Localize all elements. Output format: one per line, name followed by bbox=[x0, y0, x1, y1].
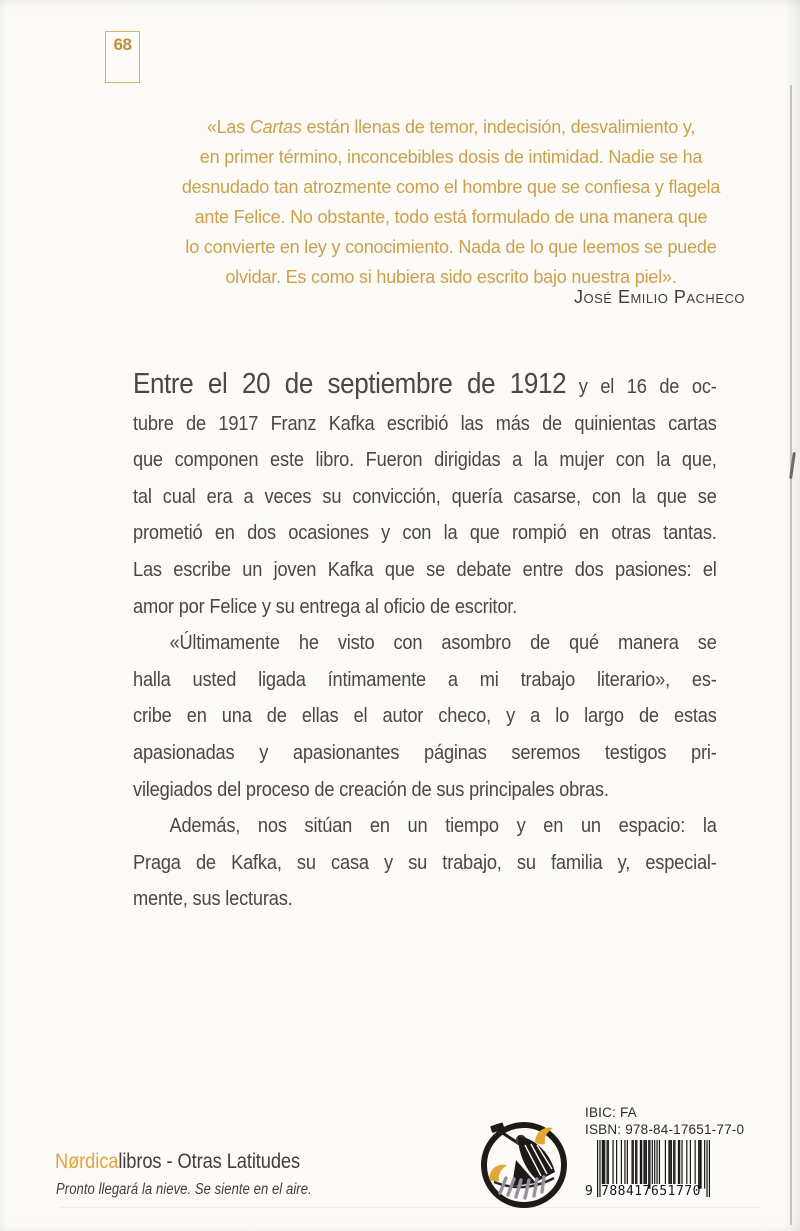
body-line: Praga de Kafka, su casa y su trabajo, su familia y, especial- bbox=[133, 851, 717, 874]
body-line: apasionadas y apasionantes páginas seremos testigos pri- bbox=[133, 741, 717, 764]
publisher-suffix: libros bbox=[118, 1150, 162, 1173]
scan-edge-artifact bbox=[0, 0, 7, 1231]
publisher-name: Nørdica bbox=[55, 1150, 119, 1173]
publisher-emblem-icon bbox=[478, 1118, 570, 1210]
quote-line: en primer término, inconcebibles dosis de intimidad. Nadie se ha bbox=[199, 147, 703, 167]
body-line: Las escribe un joven Kafka que se debate entre dos pasiones: el bbox=[133, 558, 717, 581]
body-line: amor por Felice y su entrega al oficio de escritor. bbox=[133, 595, 518, 618]
body-line: halla usted ligada íntimamente a mi trabajo literario», es- bbox=[133, 668, 717, 691]
body-line: «Últimamente he visto con asombro de qué manera se bbox=[169, 632, 717, 655]
synopsis-text bbox=[133, 366, 773, 918]
body-line: prometió en dos ocasiones y con la que rompió en otras tantas. bbox=[133, 522, 717, 545]
body-line: Entre el 20 de septiembre de 1912 y el 16 de oc- bbox=[133, 368, 717, 400]
ibic-code: IBIC: FA bbox=[585, 1105, 637, 1120]
body-line: tal cual era a veces su convicción, quería casarse, con la que se bbox=[133, 485, 717, 508]
body-line: que componen este libro. Fueron dirigidas a la mujer con la que, bbox=[133, 449, 717, 472]
quote-line: «Las Cartas están llenas de temor, indecisión, desvalimiento y, bbox=[206, 117, 696, 137]
quote-line: lo convierte en ley y conocimiento. Nada de lo que leemos se puede bbox=[185, 237, 717, 257]
scan-edge-artifact bbox=[790, 85, 792, 1225]
body-line: mente, sus lecturas. bbox=[133, 888, 293, 911]
body-line: Además, nos sitúan en un tiempo y en un espacio: la bbox=[169, 815, 717, 838]
quote-attribution: José Emilio Pacheco bbox=[574, 287, 745, 307]
quote-block bbox=[155, 112, 747, 292]
scan-edge-artifact bbox=[784, 0, 800, 1231]
barcode-digit-right: 651770 bbox=[651, 1184, 701, 1199]
page-number: 68 bbox=[113, 35, 132, 54]
publisher-wordmark bbox=[55, 1150, 368, 1174]
scan-edge-artifact bbox=[0, 1222, 800, 1231]
publisher-tagline: Pronto llegará la nieve. Se siente en el aire. bbox=[56, 1181, 312, 1198]
isbn-number: ISBN: 978-84-17651-77-0 bbox=[585, 1122, 745, 1137]
ean-barcode bbox=[585, 1140, 715, 1202]
barcode-digit-left: 788417 bbox=[601, 1184, 651, 1199]
scan-edge-artifact bbox=[0, 0, 800, 10]
quote-line: desnudado tan atrozmente como el hombre que se confiesa y flagela bbox=[181, 177, 721, 197]
barcode-digits bbox=[585, 1184, 715, 1201]
body-line: vilegiados del proceso de creación de sus principales obras. bbox=[133, 778, 609, 801]
barcode-digit-first: 9 bbox=[585, 1184, 596, 1199]
collection-name: - Otras Latitudes bbox=[161, 1150, 301, 1173]
body-line: tubre de 1917 Franz Kafka escribió las más de quinientas cartas bbox=[133, 412, 717, 435]
quote-line: olvidar. Es como si hubiera sido escrito bajo nuestra piel». bbox=[225, 267, 677, 287]
body-line: cribe en una de ellas el autor checo, y a lo largo de estas bbox=[133, 705, 717, 728]
quote-line: ante Felice. No obstante, todo está formulado de una manera que bbox=[194, 207, 708, 227]
page-number-box bbox=[105, 31, 140, 83]
scan-edge-artifact bbox=[60, 1207, 760, 1208]
